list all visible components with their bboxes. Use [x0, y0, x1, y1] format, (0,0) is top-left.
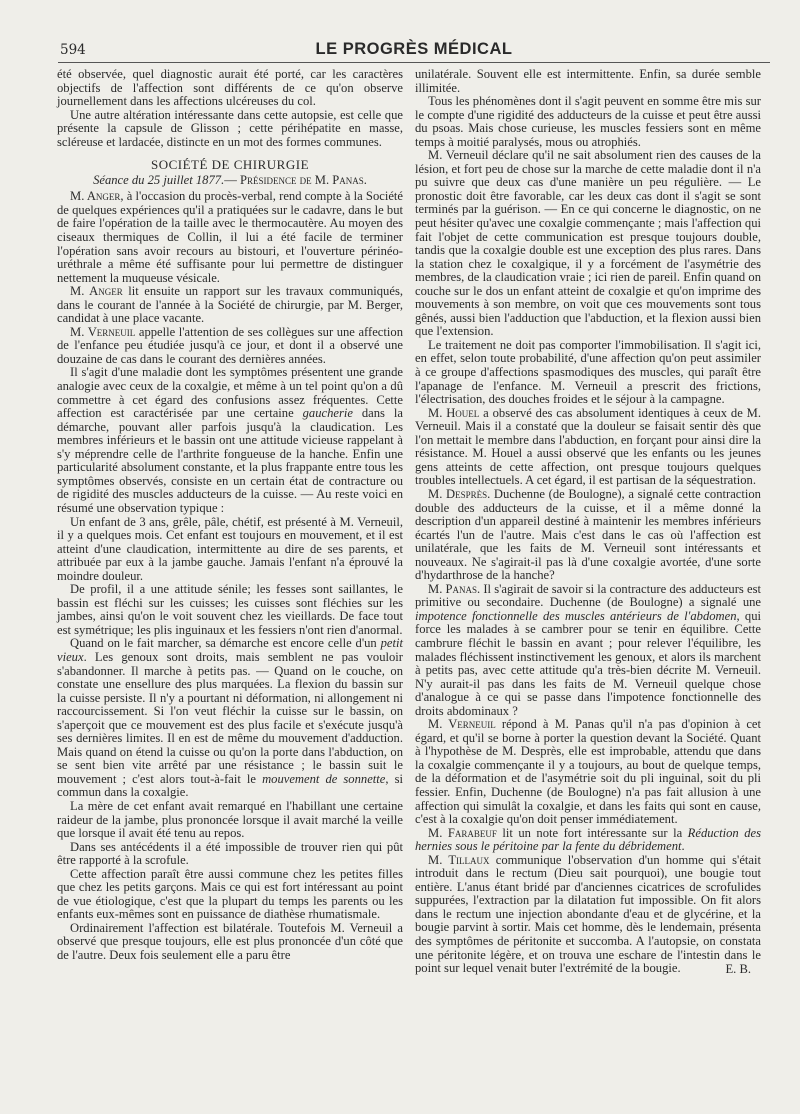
paragraph: Le traitement ne doit pas comporter l'immobilisation. Il s'agit ici, en effet, selon toute probabilité, d'une affection qu'on peut assimiler à ce groupe d'affections spasmodiques des muscles, qui paraît être l'apanage de l'enfance. M. Verneuil a prescrit des frictions, l'électrisation, des douches froides et le séjour à la campagne. [415, 337, 761, 407]
italic-term: Réduction des hernies sous le péritoine par la fente du débridement [415, 825, 761, 854]
paragraph-text: , si commun dans la coxalgie. [57, 771, 403, 800]
paragraph-text: a observé des cas absolument identiques à ceux de M. Verneuil. Mais il a constaté que la douleur se faisait sentir dès que l'on mettait le membre dans l'abduction, en forçant pour ainsi dire la résistance. M. Houel a aussi observé que les enfants ou les jeunes gens atteints de cette affection, ont presque toujours quelques troubles intellectuels. A cet égard, il est partisan de la séquestration. [415, 405, 762, 488]
italic-term: petit vieux [57, 636, 403, 664]
italic-term: gaucherie [302, 406, 353, 421]
paragraph-text: appelle l'attention de ses collègues sur une affection de l'enfance peu étudiée jusqu'à ce jour, et dont il a observé une douzaine de cas dans le courant des dernières années. [57, 324, 403, 366]
paragraph-text: Duchenne (de Boulogne), a signalé cette contraction double des adducteurs de la cuisse, et il a même donné la description d'un appareil destiné à maintenir les membres inférieurs écartés l'un de l'autre. Mais c'est dans le cas où l'affection est unilatérale, que les faits de M. Verneuil sont intéressants et nouveaux. Ne s'agirait-il pas là d'une coxalgie avortée, d'une sorte d'hydarthrose de la hanche? [415, 486, 761, 583]
paragraph-text: Il s'agit d'une maladie dont les symptômes présentent une grande analogie avec ceux de la coxalgie, et même à un tel point qu'on a dû commettre à cet égard des confusions assez fréquentes. Cette affection est caractérisée par une certaine [57, 365, 403, 421]
paragraph: De profil, il a une attitude sénile; les fesses sont saillantes, le bassin est fléchi sur les cuisses; les cuisses sont fléchies sur les jambes, ainsi qu'on le voit souvent chez les vieillards. De face tout est symétrique; les plis inguinaux et les fessiers n'ont rien d'anormal. [57, 582, 403, 637]
paragraph: Un enfant de 3 ans, grêle, pâle, chétif, est présenté à M. Verneuil, il y a quelques mois. Cet enfant est toujours en mouvement, et il est atteint d'une claudication, intermittente au dire de ses parents, et attribuée par eux à la jambe gauche. Jamais l'enfant n'a éprouvé la moindre douleur. [57, 514, 403, 583]
paragraph [57, 366, 403, 515]
paragraph: Ordinairement l'affection est bilatérale. Toutefois M. Verneuil a observé que presque toujours, elle est plus prononcée d'un côté que de l'autre. Deux fois seulement elle a paru être [57, 920, 403, 962]
session-presidency: — Présidence de M. Panas. [224, 172, 367, 187]
paragraph-text: à l'occasion du procès-verbal, rend compte à la Société de quelques expériences qu'il a pratiquées sur le cadavre, dans le but de faire l'opération de la taille avec le thermocautère. Au moyen des ciseaux thermiques de Collin, il lui a été facile de terminer l'opération sans avoir recours au bistouri, et l'ouverture périnéo-uréthrale a même été suffisante pour lui permettre de distinguer nettement la muqueuse vésicale. [57, 189, 404, 285]
paragraph [415, 583, 761, 718]
paragraph-text: lit un note fort intéressante sur la [496, 825, 688, 840]
paragraph [415, 827, 761, 854]
paragraph-text: Il s'agirait de savoir si la contracture des adducteurs est primitive ou secondaire. Duchenne (de Boulogne) a signalé une [415, 581, 761, 610]
journal-title: LE PROGRÈS MÉDICAL [315, 40, 513, 58]
paragraph [415, 718, 761, 826]
author-signature: E. B. [725, 961, 751, 976]
paragraph-text: . [681, 839, 685, 854]
paragraph: été observée, quel diagnostic aurait été porté, car les caractères objectifs de l'affection sont différents de ce qu'on observe journellement dans les affections ulcéreuses du col. [57, 67, 403, 109]
speaker-name: M. Houel [428, 405, 480, 420]
paragraph [57, 637, 403, 800]
speaker-name: M. Tillaux [428, 852, 490, 867]
paragraph [415, 488, 761, 583]
page-header [58, 40, 770, 63]
session-line [57, 174, 403, 188]
speaker-name: M. Verneuil [70, 324, 136, 339]
paragraph-text: Quand on le fait marcher, sa démarche est encore celle d'un [70, 636, 381, 651]
left-column [57, 68, 403, 963]
paragraph: Dans ses antécédents il a été impossible de trouver rien qui pût être rapporté à la scrofule. [57, 839, 403, 868]
section-title: SOCIÉTÉ DE CHIRURGIE [150, 157, 310, 173]
italic-term: impotence fonctionnelle des muscles antérieurs de l'abdomen [415, 608, 737, 623]
paragraph [57, 285, 403, 326]
paragraph: M. Verneuil déclare qu'il ne sait absolument rien des causes de la lésion, et fort peu de chose sur la marche de cette maladie dont il n'a pu suivre que deux cas d'une manière un peu régulière. — Le pronostic doit être favorable, car les deux cas dont il s'agit se sont terminés par la guérison. — En ce qui concerne le diagnostic, on ne peut hésiter qu'avec une coxalgie commençante ; mais l'affection qui fait l'objet de cette communication est presque toujours double, tandis que la coxalgie double est une exception des plus rares. Dans la station chez le coxalgique, il y a forcément de l'asymétrie des membres, de la claudication vraie ; ici rien de pareil. Enfin quand on couche sur le dos un enfant atteint de coxalgie et qu'on imprime des mouvements à son membre, on voit que ces mouvements sont tous gênés, aussi bien l'adduction que l'abduction, et la flexion aussi bien que l'extension. [415, 148, 761, 339]
paragraph [415, 854, 761, 976]
page-number: 594 [60, 42, 86, 58]
paragraph-text: dans la démarche, pouvant aller parfois jusqu'à la claudication. Les membres inférieurs et le bassin ont une attitude vicieuse rappelant à s'y méprendre celle de l'arthrite fongueuse de la hanche. Enfin une particularité absolument constante, et la plus frappante entre tous les symptômes observés, consiste en un certain état de contracture ou de rigidité des muscles adducteurs de la cuisse. — Au reste voici en résumé une observation typique : [57, 406, 403, 515]
paragraph-text: lit ensuite un rapport sur les travaux communiqués, dans le courant de l'année à la Société de chirurgie, par M. Berger, candidat à une place vacante. [57, 284, 403, 326]
speaker-name: M. Panas. [428, 581, 481, 596]
paragraph-text: , qui force les malades à se cambrer pour se tenir en équilibre. Cette cambrure fléchit le bassin en avant ; pour relever l'équilibre, les malades fléchissent instinctivement les genoux, et alors ils marchent à petits pas, avec cette attitude qu'a très-bien décrite M. Verneuil. N'y aurait-il pas dans les faits de M. Verneuil quelque chose d'analogue à ce qui se passe dans l'impotence fonctionnelle des droits abdominaux ? [415, 608, 761, 718]
paragraph-text: répond à M. Panas qu'il n'a pas d'opinion à cet égard, et qu'il se borne à porter la question devant la Société. Quant à l'hypothèse de M. Desprès, elle est improbable, attendu que dans la coxalgie commençante il y a toujours, au bout de quelque temps, de la déformation et de l'asymétrie soit du pli inguinal, soit du pli fessier. Enfin, Duchenne (de Boulogne) n'a pas fait allusion à une affection qui simulât la coxalgie, et dans les faits qui sont en cause, c'est à la coxalgie qu'on doit penser immédiatement. [415, 717, 761, 827]
paragraph-text: communique l'observation d'un homme qui s'était introduit dans le rectum (Dieu sait pourquoi), une bougie tout entière. L'anus étant bridé par d'anciennes cicatrices de scrofulides suppurées, l'extraction par la dilatation fut impossible. On fit alors dans le rectum une injection abondante d'eau et de glycérine, et la bougie parvint à sortir. Mais cet homme, dès le lendemain, présenta des symptômes de péritonite et succomba. A l'autopsie, on constata une péritonite légère, et on trouva une eschare de l'intestin dans le point sur lequel venait buter l'extrémité de la bougie. [415, 852, 762, 976]
italic-term: mouvement de sonnette [262, 771, 386, 786]
paragraph: La mère de cet enfant avait remarqué en l'habillant une certaine raideur de la jambe, plus prononcée lorsque il avait marché la veille que lorsque il avait été tenu au repos. [57, 798, 403, 841]
speaker-name: M. Anger, [70, 189, 124, 204]
paragraph [57, 190, 403, 285]
paragraph: unilatérale. Souvent elle est intermittente. Enfin, sa durée semble illimitée. [415, 67, 761, 95]
paragraph: Une autre altération intéressante dans cette autopsie, est celle que présente la capsule de Glisson ; cette périhépatite en masse, scléreuse et lardacée, distincte en un mot des formes communes. [57, 107, 403, 149]
right-column [415, 68, 761, 976]
paragraph [57, 326, 403, 367]
paragraph: Cette affection paraît être aussi commune chez les petites filles que chez les petits garçons. Mais ce qui est fort intéressant au point de vue étiologique, c'est que la plupart du temps les parents ou les enfants eux-mêmes sont en puissance de diathèse rhumatismale. [57, 866, 403, 922]
speaker-name: M. Verneuil [428, 717, 496, 732]
speaker-name: M. Farabeuf [428, 825, 497, 840]
speaker-name: M. Anger [70, 284, 123, 299]
paragraph-text: . Les genoux sont droits, mais semblent ne pas vouloir s'abandonner. Il marche à petits pas. — Quand on le couche, on constate une ensellure des plus marquées. La flexion du bassin sur la cuisse persiste. Il n'y a pourtant ni déformation, ni allongement ni raccourcissement. Si l'on veut fléchir la cuisse sur le bassin, on s'aperçoit que ce mouvement est des plus facile et s'exécute jusqu'à ses dernières limites. Il en est de même du mouvement d'adduction. Mais quand on étend la cuisse ou qu'on la porte dans l'abduction, on se sent bien vite arrêté par une résistance ; le bassin suit le mouvement ; c'est alors tout-à-fait le [57, 649, 403, 786]
session-date: Séance du 25 juillet 1877. [93, 172, 225, 187]
paragraph [415, 407, 761, 488]
speaker-name: M. Desprès. [428, 486, 491, 501]
paragraph: Tous les phénomènes dont il s'agit peuvent en somme être mis sur le compte d'une rigidité des adducteurs de la cuisse et peut être aussi du psoas. Mais chose curieuse, les muscles fessiers sont en même temps à moitié paralysés, mous ou atrophiés. [415, 94, 761, 149]
